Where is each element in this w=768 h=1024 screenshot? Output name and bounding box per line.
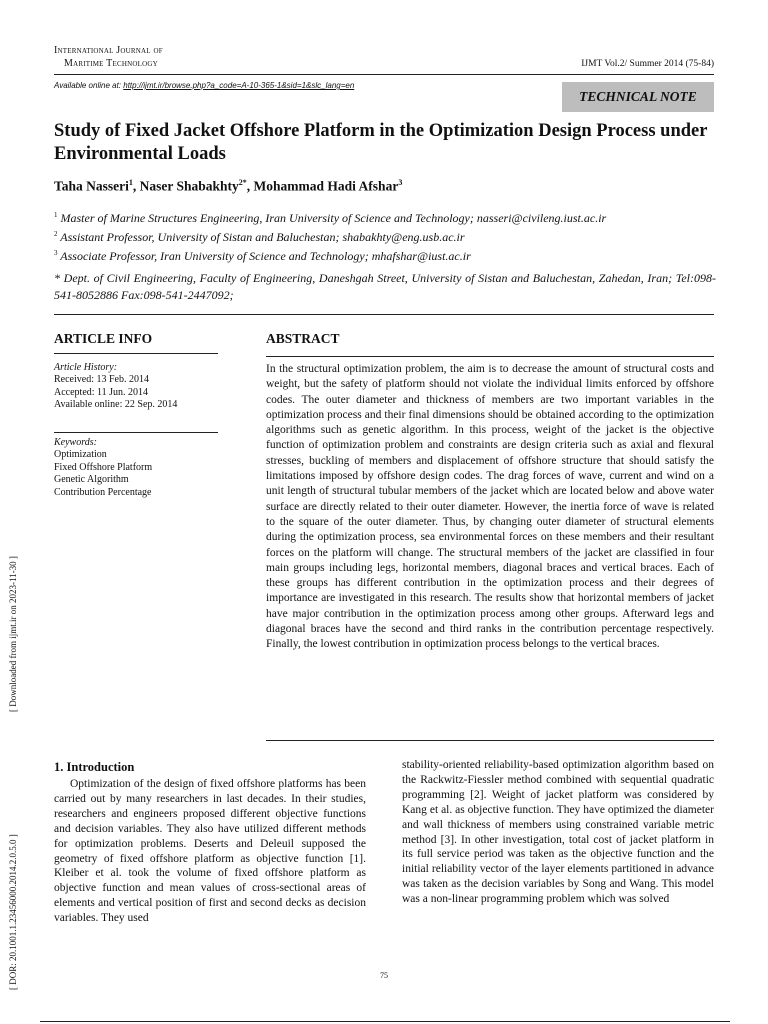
affiliation-text: Master of Marine Structures Engineering, Iran University of Science and Technology; nasseri@civileng.iust.ac.ir [60, 211, 607, 225]
affiliations [54, 207, 716, 264]
affiliation-item [54, 207, 716, 226]
received-date: Received: 13 Feb. 2014 [54, 374, 149, 386]
abstract-rule-bottom [266, 740, 714, 741]
abstract-heading: ABSTRACT [266, 331, 340, 346]
header-rule [54, 74, 714, 75]
abstract-rule-top [266, 356, 714, 357]
page-number: 75 [380, 971, 388, 980]
journal-name [54, 44, 163, 70]
affiliation-text: Associate Professor, Iran University of Science and Technology; mhafshar@iust.ac.ir [60, 249, 471, 263]
abstract-text: In the structural optimization problem, the aim is to decrease the amount of structural costs and weight, but the safety of platform should not violate the individual limits enforced by offshore codes. The outer diameter and thickness of members are two important variables in the optimization process and their final dimensions should be obtained according to the optimization algorithms such as genetic algorithm. In this process, weight of the jacket is the objective function of optimization problem and constraints are design criteria such as axial and flexural stresses, buckling of members and displacement of offshore structure that should satisfy the limitations imposed by offshore design codes. The drag forces of wave, current and wind on a unit length of structural tubular members of the jacket which are located below and above water surface are directly related to their outer diameter. However, the inertia force of wave is related to the square of the outer diameter. Thus, by changing outer diameter of structural elements during the optimization process, sea environmental forces on these members and their resultant forces on the platform will change. The structural members of the jacket are classified in four main groups including legs, horizontal members, diagonal braces and vertical braces. Each of these groups has different contribution in the optimization process and their degrees of importance are investigated in this research. The results show that horizontal members of jacket have major contribution in the optimization process among other groups. Afterward legs and diagonal braces have the second and third ranks in the contribution percentage respectively. Finally, the lowest contribution in optimization process belongs to the vertical braces. [266, 363, 714, 651]
download-stamp: [ Downloaded from ijmt.ir on 2023-11-30 ] [8, 556, 18, 712]
author-sup: 3 [398, 178, 403, 187]
affiliation-item [54, 245, 716, 264]
article-info-heading: ARTICLE INFO [54, 331, 153, 346]
author-sup: 2* [238, 178, 247, 187]
section-rule [54, 314, 714, 315]
introduction-right-column: stability-oriented reliability-based optimization algorithm based on the Rackwitz-Fiessler method combined with sequential quadratic programming [2]. Weight of jacket platform was considered by Kang et al. as objective function. They have optimized the diameter and wall thickness of members using constrained variable metric method [3]. In other investigation, total cost of jacket platform in its full service period was taken as the objective function and the initial reliability vector of the layer elements partitioned in advance was taken as the decision variables by Song and Wang. This model was a non-linear programming problem which was solved [402, 759, 714, 906]
introduction-left-column: Optimization of the design of fixed offshore platforms has been carried out by many researchers in last decades. In their studies, researchers and engineers proposed different objective functions and decision variables. They also have utilized different methods for optimization problems. Deserts and Deleuil supposed the geometry of fixed offshore platform as objective function [1]. Kleiber et al. took the volume of fixed offshore platform as objective function and mean values of cross-sectional areas of elements and vertical position of first and second decks as decision variables. They used [54, 778, 366, 925]
article-url-link[interactable]: http://ijmt.ir/browse.php?a_code=A-10-365-1&sid=1&slc_lang=en [123, 81, 355, 90]
author-name: Taha Nasseri [54, 178, 129, 194]
available-date: Available online: 22 Sep. 2014 [54, 399, 178, 411]
author-list [54, 178, 402, 195]
doi-stamp: [ DOR: 20.1001.1.23456000.2014.2.0.5.0 ] [8, 834, 18, 990]
author-name: Naser Shabakhty [139, 178, 239, 194]
article-history-label: Article History: [54, 362, 118, 373]
affiliation-text: Assistant Professor, University of Sistan and Baluchestan; shabakhty@eng.usb.ac.ir [60, 230, 465, 244]
journal-name-line-2: Maritime Technology [64, 58, 158, 69]
keyword-item: Optimization [54, 449, 107, 461]
volume-info: IJMT Vol.2/ Summer 2014 (75-84) [581, 59, 714, 69]
keyword-item: Fixed Offshore Platform [54, 461, 153, 473]
keywords-rule [54, 432, 218, 433]
keywords-label: Keywords: [54, 437, 97, 448]
available-online-label: Available online at: [54, 81, 122, 90]
article-info-rule [54, 353, 218, 354]
author-sup: 1 [128, 178, 133, 187]
affiliation-item [54, 226, 716, 245]
keywords-block [54, 437, 254, 499]
available-online [54, 81, 354, 90]
affiliation-sup: 1 [54, 211, 58, 219]
author-name: Mohammad Hadi Afshar [253, 178, 399, 194]
accepted-date: Accepted: 11 Jun. 2014 [54, 386, 149, 398]
keyword-item: Genetic Algorithm [54, 474, 129, 486]
author-separator: , [132, 178, 140, 194]
paper-title: Study of Fixed Jacket Offshore Platform in the Optimization Design Process under Environmental Loads [54, 121, 708, 164]
introduction-heading: 1. Introduction [54, 760, 135, 774]
corresponding-address: * Dept. of Civil Engineering, Faculty of Engineering, Daneshgah Street, University of Sistan and Baluchestan, Zahedan, Iran; Tel:098-541-8052886 Fax:098-541-2447092; [54, 271, 716, 302]
article-type-badge: TECHNICAL NOTE [562, 82, 714, 112]
keyword-item: Contribution Percentage [54, 486, 152, 498]
author-separator: , [246, 178, 254, 194]
article-history [54, 362, 254, 412]
affiliation-sup: 2 [54, 230, 58, 238]
footer-rule [40, 1021, 730, 1022]
journal-name-line-1: International Journal of [54, 45, 163, 56]
affiliation-sup: 3 [54, 249, 58, 257]
